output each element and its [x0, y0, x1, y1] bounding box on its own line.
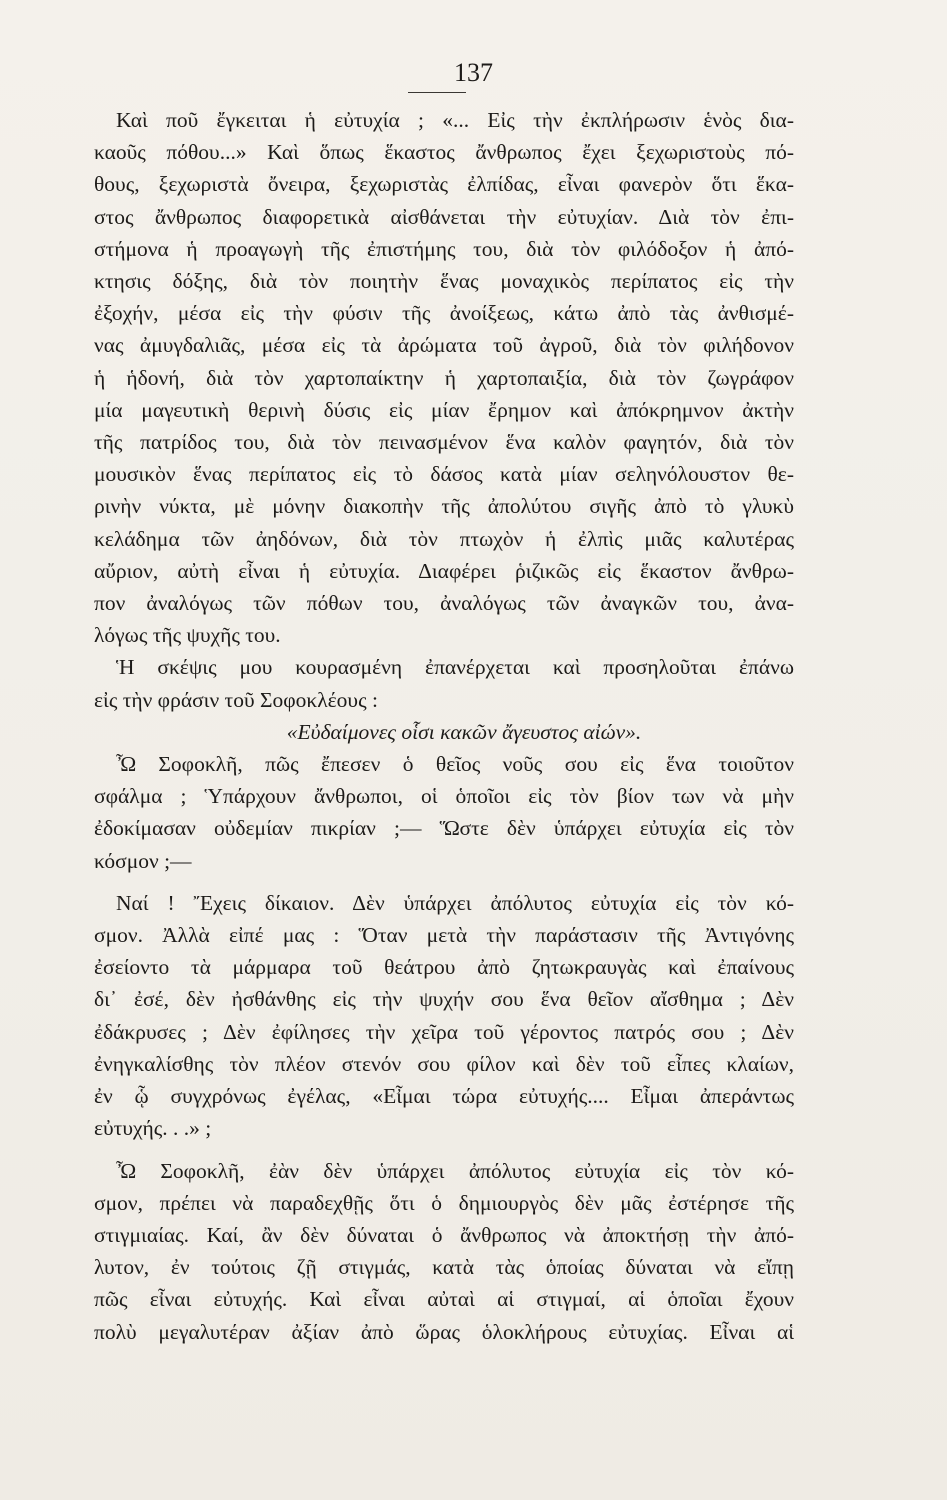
text-line: ρινὴν νύκτα, μὲ μόνην διακοπὴν τῆς ἀπολύτου σιγῆς ἀπὸ τὸ γλυκὺ — [94, 494, 794, 519]
text-line: ἐδάκρυσες ; Δὲν ἐφίλησες τὴν χεῖρα τοῦ γέροντος πατρός σου ; Δὲν — [94, 1019, 794, 1044]
text-line: πον ἀναλόγως τῶν πόθων του, ἀναλόγως τῶν ἀναγκῶν του, ἀνα- — [94, 591, 794, 616]
paragraph-gap — [94, 1145, 794, 1155]
text-line: στος ἄνθρωπος διαφορετικὰ αἰσθάνεται τὴν εὐτυχίαν. Διὰ τὸν ἐπι- — [94, 204, 794, 229]
paragraph — [94, 651, 794, 715]
text-line: κόσμον ;— — [94, 848, 192, 873]
text-line: λόγως τῆς ψυχῆς του. — [94, 623, 281, 648]
text-line: καοῦς πόθου...» Καὶ ὅπως ἕκαστος ἄνθρωπος ἔχει ξεχωριστοὺς πό- — [94, 140, 794, 165]
text-line: στιγμιαίας. Καί, ἂν δὲν δύναται ὁ ἄνθρωπος νὰ ἀποκτήσῃ τὴν ἀπό- — [94, 1222, 794, 1247]
text-line: Ὦ Σοφοκλῆ, πῶς ἔπεσεν ὁ θεῖος νοῦς σου εἰς ἕνα τοιοῦτον — [116, 752, 794, 777]
text-line: ἐν ᾧ συγχρόνως ἐγέλας, «Εἶμαι τώρα εὐτυχής.... Εἶμαι ἀπεράντως — [94, 1084, 794, 1109]
text-line: αὔριον, αὐτὴ εἶναι ἡ εὐτυχία. Διαφέρει ῥιζικῶς εἰς ἕκαστον ἄνθρω- — [94, 558, 794, 583]
text-line: μουσικὸν ἕνας περίπατος εἰς τὸ δάσος κατὰ μίαν σεληνόλουστον θε- — [94, 462, 794, 487]
body-text — [94, 104, 794, 1348]
text-line: θους, ξεχωριστὰ ὄνειρα, ξεχωριστὰς ἐλπίδας, εἶναι φανερὸν ὅτι ἕκα- — [94, 172, 794, 197]
text-line: ἡ ἡδονή, διὰ τὸν χαρτοπαίκτην ἡ χαρτοπαιξία, διὰ τὸν ζωγράφον — [94, 365, 794, 390]
page-number-rule — [408, 92, 466, 93]
text-line: Ὦ Σοφοκλῆ, ἐὰν δὲν ὑπάρχει ἀπόλυτος εὐτυχία εἰς τὸν κό- — [116, 1158, 794, 1183]
text-line: πολὺ μεγαλυτέραν ἀξίαν ἀπὸ ὥρας ὁλοκλήρους εὐτυχίας. Εἶναι αἱ — [94, 1319, 794, 1344]
text-line: ἐξοχήν, μέσα εἰς τὴν φύσιν τῆς ἀνοίξεως, κάτω ἀπὸ τὰς ἀνθισμέ- — [94, 301, 794, 326]
text-line: εὐτυχής. . .» ; — [94, 1116, 212, 1141]
text-line: Ἡ σκέψις μου κουρασμένη ἐπανέρχεται καὶ προσηλοῦται ἐπάνω — [116, 655, 794, 680]
text-line: κτησις δόξης, διὰ τὸν ποιητὴν ἕνας μοναχικὸς περίπατος εἰς τὴν — [94, 269, 794, 294]
paragraph — [94, 887, 794, 1145]
text-line: τῆς πατρίδος του, διὰ τὸν πεινασμένον ἕνα καλὸν φαγητόν, διὰ τὸν — [94, 430, 794, 455]
text-line: σμον, πρέπει νὰ παραδεχθῇς ὅτι ὁ δημιουργὸς δὲν μᾶς ἐστέρησε τῆς — [94, 1190, 794, 1215]
text-line: νας ἀμυγδαλιᾶς, μέσα εἰς τὰ ἀρώματα τοῦ ἀγροῦ, διὰ τὸν φιλήδονον — [94, 333, 794, 358]
text-line: Ναί ! Ἔχεις δίκαιον. Δὲν ὑπάρχει ἀπόλυτος εὐτυχία εἰς τὸν κό- — [116, 890, 794, 915]
text-line: δι᾽ ἐσέ, δὲν ἠσθάνθης εἰς τὴν ψυχήν σου ἕνα θεῖον αἴσθημα ; Δὲν — [94, 987, 794, 1012]
quote-line: «Εὐδαίμονες οἷσι κακῶν ἄγευστος αἰών». — [286, 719, 642, 744]
paragraph — [94, 104, 794, 651]
text-line: μία μαγευτικὴ θερινὴ δύσις εἰς μίαν ἔρημον καὶ ἀπόκρημνον ἀκτὴν — [94, 397, 794, 422]
text-line: ἐδοκίμασαν οὐδεμίαν πικρίαν ;— Ὥστε δὲν ὑπάρχει εὐτυχία εἰς τὸν — [94, 816, 794, 841]
text-line: πῶς εἶναι εὐτυχής. Καὶ εἶναι αὐταὶ αἱ στιγμαί, αἱ ὁποῖαι ἔχουν — [94, 1287, 794, 1312]
paragraph-gap — [94, 877, 794, 887]
sophocles-quote — [94, 716, 794, 748]
text-line: λυτον, ἐν τούτοις ζῇ στιγμάς, κατὰ τὰς ὁποίας δύναται νὰ εἴπῃ — [94, 1255, 794, 1280]
text-line: κελάδημα τῶν ἀηδόνων, διὰ τὸν πτωχὸν ἡ ἐλπὶς μιᾶς καλυτέρας — [94, 526, 794, 551]
paragraph — [94, 748, 794, 877]
text-line: ἐσείοντο τὰ μάρμαρα τοῦ θεάτρου ἀπὸ ζητωκραυγὰς καὶ ἐπαίνους — [94, 955, 794, 980]
page-number: 137 — [454, 58, 493, 87]
paragraph — [94, 1155, 794, 1348]
text-line: ἐνηγκαλίσθης τὸν πλέον στενόν σου φίλον καὶ δὲν τοῦ εἶπες κλαίων, — [94, 1051, 794, 1076]
text-line: Καὶ ποῦ ἔγκειται ἡ εὐτυχία ; «... Εἰς τὴν ἐκπλήρωσιν ἑνὸς δια- — [116, 108, 794, 132]
text-line: στήμονα ἡ προαγωγὴ τῆς ἐπιστήμης του, διὰ τὸν φιλόδοξον ἡ ἀπό- — [94, 236, 794, 261]
text-line: σμον. Ἀλλὰ εἰπέ μας : Ὅταν μετὰ τὴν παράστασιν τῆς Ἀντιγόνης — [94, 923, 794, 948]
text-line: σφάλμα ; Ὑπάρχουν ἄνθρωποι, οἱ ὁποῖοι εἰς τὸν βίον των νὰ μὴν — [94, 784, 794, 809]
text-line: εἰς τὴν φράσιν τοῦ Σοφοκλέους : — [94, 687, 378, 712]
